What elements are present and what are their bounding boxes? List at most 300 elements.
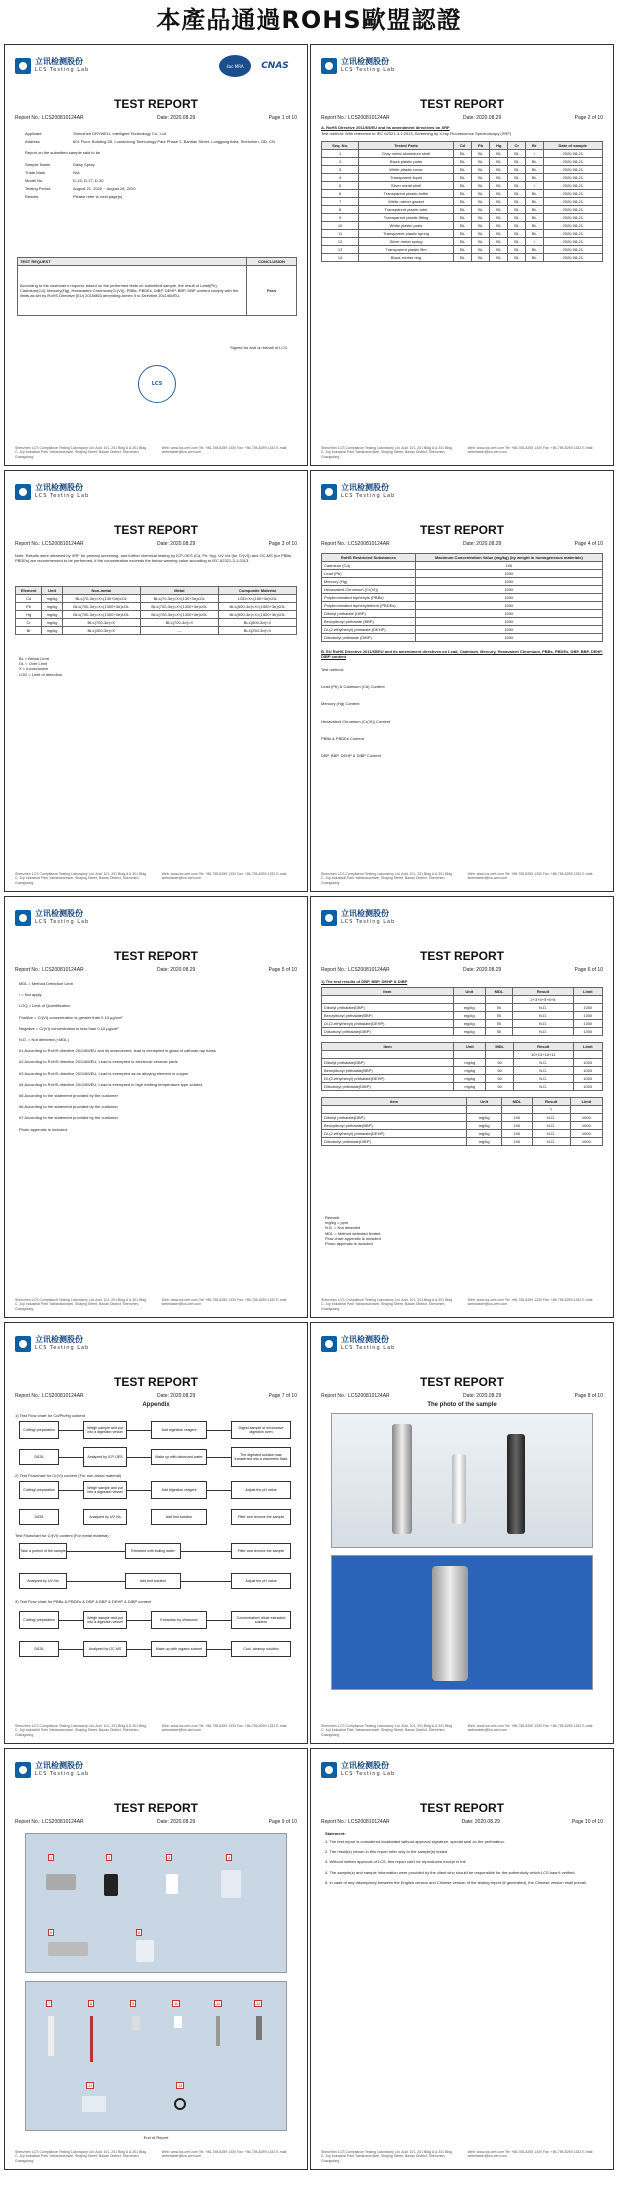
statement-item: 1. The test report is considered invalidated without approval signature, special seal on the perforation.: [325, 1839, 505, 1844]
page-footer: Shenzhen LCS Compliance Testing Laboratory Ltd. Add: 101, 201 Bldg A & 301 Bldg C, Juji Industrial Park Yabianxueziwei, Shajing Street, Baoan District, Shenzhen, Guangdong Web: www.lcs-cert.com Tel: +86-755-8259 1330 Fax: +86-755-8259 1332 E-mail: webmaster@lcs-cert.com: [321, 871, 594, 885]
table-row: [16, 611, 297, 619]
table-cell: 1000: [415, 570, 602, 578]
table-cell: BL: [490, 190, 508, 198]
statement-list: [325, 1839, 599, 1890]
flow-box: Adjust the pH value: [231, 1573, 291, 1589]
report-page-3: [4, 470, 308, 892]
table-cell: 50: [485, 1012, 513, 1020]
table-cell: BL: [508, 198, 526, 206]
table-cell: mg/kg: [42, 611, 62, 619]
flow-box: Extraction by ultrasonic: [151, 1611, 207, 1629]
parts-photo-1: [25, 1833, 287, 1973]
table-cell: BL: [508, 150, 526, 158]
report-meta: Report No.: LCS200810124AR Date: 2020.08.29 Page 6 of 10: [321, 967, 603, 973]
statement-item: 2. The result(s) shown in this report refer only to the sample(s) tested.: [325, 1849, 449, 1855]
table-cell: 2020-08-21: [543, 198, 602, 206]
table-row: [322, 1122, 603, 1130]
flow-box: The digested solution was transferred into a volumetric flask: [231, 1447, 291, 1467]
table-cell: 100: [502, 1122, 532, 1130]
table-cell: Benzylbutyl phthalate (BBP): [322, 618, 416, 626]
sample-label: 8: [90, 2001, 93, 2006]
statement-heading: Statement:: [325, 1831, 346, 1836]
table-cell: 7: [322, 198, 359, 206]
sample-label: 6: [138, 1930, 141, 1935]
table-cell: BL: [472, 246, 490, 254]
lab-logo: 立讯检测股份 LCS Testing Lab: [321, 1759, 395, 1781]
table-cell: N.D.: [513, 1012, 573, 1020]
flow-box: Weigh sample and put into a digestion vessel: [83, 1481, 127, 1499]
sample-group: 10+13+16+11: [513, 1051, 573, 1059]
table-header: Tested Parts: [359, 142, 453, 150]
part-icon: [82, 2096, 106, 2112]
table-row: [322, 570, 603, 578]
page-number: Page 1 of 10: [268, 115, 297, 121]
flow-box: Cutting/ preparation: [19, 1611, 59, 1629]
conclusion-value: Pass: [247, 266, 297, 316]
phthalate-table: [321, 1097, 603, 1146]
table-cell: 2020-08-21: [543, 230, 602, 238]
table-cell: 12: [322, 238, 359, 246]
table-cell: mg/kg: [42, 603, 62, 611]
lab-logo-icon: [321, 1762, 337, 1778]
remark-item: MDL = Method detected limited: [325, 1230, 381, 1236]
lab-logo-icon: [15, 910, 31, 926]
page-footer: Shenzhen LCS Compliance Testing Laboratory Ltd. Add: 101, 201 Bldg A & 301 Bldg C, Juji Industrial Park Yabianxueziwei, Shajing Street, Baoan District, Shenzhen, Guangdong Web: www.lcs-cert.com Tel: +86-755-8259 1330 Fax: +86-755-8259 1332 E-mail: webmaster@lcs-cert.com: [15, 1723, 288, 1737]
table-cell: BL: [472, 214, 490, 222]
note-item: #2 According to RoHS directive 2011/65/EU, Lead is exempted in electronic ceramic parts: [19, 1059, 178, 1065]
table-cell: BL: [453, 166, 471, 174]
table-cell: N.D.: [532, 1138, 570, 1146]
table-cell: BL: [472, 198, 490, 206]
report-meta: Report No.: LCS200810124AR Date: 2020.08.29 Page 8 of 10: [321, 1393, 603, 1399]
page-footer: Shenzhen LCS Compliance Testing Laboratory Ltd. Add: 101, 201 Bldg A & 301 Bldg C, Juji Industrial Park Yabianxueziwei, Shajing Street, Baoan District, Shenzhen, Guangdong Web: www.lcs-cert.com Tel: +86-755-8259 1330 Fax: +86-755-8259 1332 E-mail: webmaster@lcs-cert.com: [321, 2149, 594, 2163]
table-header: Item: [322, 1098, 467, 1106]
table-cell: 50: [485, 1020, 513, 1028]
statement-item: 5. In case of any discrepancy between the English version and Chinese version of the testing report (if generated), the Chinese version shall prevail.: [325, 1879, 587, 1885]
table-cell: Transparent plastic spring: [359, 230, 453, 238]
flow-box: Make up with organic solvent: [151, 1641, 207, 1657]
table-cell: BL: [490, 150, 508, 158]
table-cell: BL: [490, 182, 508, 190]
table-cell: mg/kg: [42, 595, 62, 603]
xrf-results-table: [321, 141, 603, 262]
table-cell: White plastic cover: [359, 166, 453, 174]
table-cell: /: [525, 150, 543, 158]
table-cell: BL: [453, 182, 471, 190]
table-cell: BL≤(500-3σ)<X<(1500+3σ)≤OL: [218, 611, 296, 619]
table-cell: BL: [453, 150, 471, 158]
table-cell: mg/kg: [453, 1020, 485, 1028]
table-row: [322, 586, 603, 594]
table-cell: BL: [453, 158, 471, 166]
table-cell: mg/kg: [467, 1130, 502, 1138]
table-header: Unit: [467, 1098, 502, 1106]
table-header: Unit: [453, 988, 485, 996]
remark-item: Flow chart appendix is included: [325, 1235, 381, 1241]
table-cell: 1000: [415, 610, 602, 618]
table-cell: 1000: [415, 634, 602, 642]
table-row: [322, 634, 603, 642]
flow-box: Analyzed by UV-Vis: [83, 1509, 127, 1525]
table-cell: BL: [508, 206, 526, 214]
table-cell: 2020-08-21: [543, 214, 602, 222]
table-cell: BL: [453, 214, 471, 222]
report-title: TEST REPORT: [419, 1801, 504, 1815]
lab-logo: 立讯检测股份 LCS Testing Lab: [15, 1333, 89, 1355]
lab-logo-icon: [15, 1762, 31, 1778]
table-cell: BL: [472, 230, 490, 238]
table-cell: Diisobutyl phthalate(DiBP): [322, 1028, 454, 1036]
part-icon: [132, 2016, 140, 2030]
flow-box: Concentration/ dilute extracted solution: [231, 1611, 291, 1629]
table-cell: BL: [508, 158, 526, 166]
table-cell: Polybrominated diphenylethers (PBDEs): [322, 602, 416, 610]
table-row: [16, 627, 297, 635]
lab-logo-icon: [321, 484, 337, 500]
table-cell: BL: [453, 238, 471, 246]
field-row: Applicant Shenzhen DRYWELL Intelligent Technology Co., Ltd: [25, 131, 166, 136]
sample-label: 13: [88, 2083, 93, 2088]
flow-box: Analyzed by UV-Vis: [19, 1573, 67, 1589]
flow-box: Filter and remove the sample: [231, 1543, 291, 1559]
part-icon: [104, 1874, 118, 1896]
table-row: [322, 158, 603, 166]
table-cell: BL≤(700-3σ)<X: [62, 619, 140, 627]
table-header: Metal: [140, 587, 218, 595]
table-cell: BL≤(700-3σ)<X<(1300+3σ)≤OL: [62, 603, 140, 611]
rohs-limit-table: [321, 553, 603, 642]
report-page-2: [310, 44, 614, 466]
note-item: Negative = Cr(VI) concentration is less than 0.10 μg/cm²: [19, 1025, 119, 1031]
page-footer: Shenzhen LCS Compliance Testing Laboratory Ltd. Add: 101, 201 Bldg A & 301 Bldg C, Juji Industrial Park Yabianxueziwei, Shajing Street, Baoan District, Shenzhen, Guangdong Web: www.lcs-cert.com Tel: +86-755-8259 1330 Fax: +86-755-8259 1332 E-mail: webmaster@lcs-cert.com: [321, 445, 594, 459]
flow-box: Analyzed by GC-MS: [83, 1641, 127, 1657]
table-cell: 2020-08-21: [543, 158, 602, 166]
table-cell: BL: [472, 254, 490, 262]
report-page-8: [310, 1322, 614, 1744]
flow-box: Cutting/ preparation: [19, 1481, 59, 1499]
table-cell: mg/kg: [454, 1059, 486, 1067]
table-row: [16, 619, 297, 627]
table-row: [322, 198, 603, 206]
table-cell: BL: [508, 238, 526, 246]
applicant-fields: [25, 131, 287, 200]
phthalate-table: [321, 1042, 603, 1091]
table-cell: Transparent liquid: [359, 174, 453, 182]
product-bottle-icon: [452, 1454, 466, 1524]
report-title: TEST REPORT: [113, 949, 198, 963]
table-cell: 6: [322, 190, 359, 198]
remark-item: N.D. = Not detected: [325, 1225, 361, 1231]
sample-label: 11: [216, 2001, 221, 2006]
table-cell: Silver metal shell: [359, 182, 453, 190]
table-cell: 1000: [573, 1012, 602, 1020]
table-header: Cr: [508, 142, 526, 150]
page-footer: Shenzhen LCS Compliance Testing Laboratory Ltd. Add: 101, 201 Bldg A & 301 Bldg C, Juji Industrial Park Yabianxueziwei, Shajing Street, Baoan District, Shenzhen, Guangdong Web: www.lcs-cert.com Tel: +86-755-8259 1330 Fax: +86-755-8259 1332 E-mail: webmaster@lcs-cert.com: [15, 445, 288, 459]
table-header: Element: [16, 587, 42, 595]
report-title: TEST REPORT: [419, 1375, 504, 1389]
table-cell: BL: [453, 246, 471, 254]
table-row: [322, 150, 603, 158]
table-cell: BL: [472, 174, 490, 182]
lab-logo: 立讯检测股份 LCS Testing Lab: [15, 1759, 89, 1781]
table-cell: 1000: [415, 618, 602, 626]
table-cell: Benzylbutyl phthalate(BBP): [322, 1122, 467, 1130]
table-cell: BL≤(500-3σ)<X: [218, 619, 296, 627]
table-cell: mg/kg: [453, 1012, 485, 1020]
lab-logo: 立讯检测股份 LCS Testing Lab: [321, 1333, 395, 1355]
table-cell: BL: [472, 206, 490, 214]
table-row: [322, 594, 603, 602]
table-cell: BL: [508, 182, 526, 190]
test-method: Test method: With reference to IEC 62321-3-1:2013, Screening by X-ray Fluorescence Spectroscopy (XRF): [321, 131, 512, 136]
method-item: DBP, BBP, DEHP & DIBP Content: [321, 753, 381, 759]
table-cell: BL: [525, 190, 543, 198]
method-item: Mercury (Hg) Content: [321, 701, 360, 707]
table-cell: BL≤(700-3σ)<X<(1300+3σ)≤OL: [140, 611, 218, 619]
table-cell: Di-(2-ethylhexyl) phthalate (DEHP): [322, 626, 416, 634]
lab-logo-icon: [15, 1336, 31, 1352]
table-cell: BL≤(70-3σ)<X<(130+3σ)≤OL: [62, 595, 140, 603]
table-cell: Transparent plastic bottle: [359, 190, 453, 198]
table-cell: 50: [486, 1075, 514, 1083]
table-header: Result: [513, 988, 573, 996]
lab-logo: 立讯检测股份 LCS Testing Lab: [321, 907, 395, 929]
table-cell: 2020-08-21: [543, 190, 602, 198]
table-cell: 1000: [415, 586, 602, 594]
remark-item: mg/kg = ppm: [325, 1220, 349, 1226]
table-cell: BL≤(500-3σ)<X<(1500+3σ)≤OL: [218, 603, 296, 611]
page-footer: Shenzhen LCS Compliance Testing Laboratory Ltd. Add: 101, 201 Bldg A & 301 Bldg C, Juji Industrial Park Yabianxueziwei, Shajing Street, Baoan District, Shenzhen, Guangdong Web: www.lcs-cert.com Tel: +86-755-8259 1330 Fax: +86-755-8259 1332 E-mail: webmaster@lcs-cert.com: [321, 1297, 594, 1311]
table-cell: 50: [486, 1059, 514, 1067]
test-methods-list: [321, 667, 603, 770]
table-cell: BL: [472, 190, 490, 198]
part-icon: [216, 2016, 220, 2046]
table-cell: Transparent plastic film: [359, 246, 453, 254]
table-cell: /: [525, 182, 543, 190]
table-header: Cd: [453, 142, 471, 150]
table-row: [322, 190, 603, 198]
legend-item: LOD = Limit of detection: [19, 671, 63, 677]
table-header: Pb: [472, 142, 490, 150]
table-cell: BL: [490, 158, 508, 166]
table-cell: N.D.: [532, 1114, 570, 1122]
table-cell: Dibutyl phthalate(DBP): [322, 1114, 467, 1122]
table-cell: mg/kg: [454, 1075, 486, 1083]
product-bottle-icon: [432, 1566, 468, 1681]
lab-logo: 立讯检测股份 LCS Testing Lab: [15, 907, 89, 929]
table-row: [322, 1012, 603, 1020]
page-footer: Shenzhen LCS Compliance Testing Laboratory Ltd. Add: 101, 201 Bldg A & 301 Bldg C, Juji Industrial Park Yabianxueziwei, Shajing Street, Baoan District, Shenzhen, Guangdong Web: www.lcs-cert.com Tel: +86-755-8259 1330 Fax: +86-755-8259 1332 E-mail: webmaster@lcs-cert.com: [321, 1723, 594, 1737]
note-text: Note: Results were obtained by XRF for primary screening, and further chemical testing by ICP-OES (Cd, Pb, Hg), UV-Vis (for Cr(VI)) and GC-MS (for PBBs, PBDEs) are recommended to be performed, if the concentration exceeds the below warning value according to IEC 62321-3-1:2013.: [15, 553, 293, 564]
table-cell: 2020-08-21: [543, 246, 602, 254]
table-cell: 2020-08-21: [543, 182, 602, 190]
page-footer: Shenzhen LCS Compliance Testing Laboratory Ltd. Add: 101, 201 Bldg A & 301 Bldg C, Juji Industrial Park Yabianxueziwei, Shajing Street, Baoan District, Shenzhen, Guangdong Web: www.lcs-cert.com Tel: +86-755-8259 1330 Fax: +86-755-8259 1332 E-mail: webmaster@lcs-cert.com: [15, 2149, 288, 2163]
part-icon: [46, 1874, 76, 1890]
sample-label: 9: [132, 2001, 135, 2006]
flow-box: Weigh sample and put into a digestion vessel: [83, 1611, 127, 1629]
table-row: [322, 578, 603, 586]
table-cell: White plastic parts: [359, 222, 453, 230]
report-number: Report No.: LCS200810124AR: [15, 115, 84, 121]
table-cell: 1000: [415, 578, 602, 586]
table-row: [16, 595, 297, 603]
table-cell: Cd: [16, 595, 42, 603]
legend-list: [19, 656, 62, 677]
part-icon: [166, 1874, 178, 1894]
table-cell: 50: [486, 1067, 514, 1075]
table-cell: N.D.: [513, 1004, 573, 1012]
table-row: [322, 174, 603, 182]
table-row: [322, 602, 603, 610]
report-meta: Report No.: LCS200810124AR Date: 2020.08.29 Page 4 of 10: [321, 541, 603, 547]
report-meta: Report No.: LCS200810124AR Date: 2020.08.29 Page 9 of 10: [15, 1819, 297, 1825]
flow-box: DATA: [19, 1641, 59, 1657]
sample-group: 7: [532, 1106, 570, 1114]
table-cell: Br: [16, 627, 42, 635]
legend-item: X = Inconclusive: [19, 666, 49, 672]
report-page-4: [310, 470, 614, 892]
table-cell: 50: [486, 1083, 514, 1091]
flow-box: Digest sample of microwave digestion oven: [231, 1421, 291, 1439]
part-icon: [174, 2016, 182, 2028]
table-cell: Black plastic parts: [359, 158, 453, 166]
flow-box: Filter and remove the sample: [231, 1509, 291, 1525]
lab-name: 立讯检测股份: [35, 57, 83, 66]
table-cell: mg/kg: [454, 1067, 486, 1075]
table-cell: 2020-08-21: [543, 206, 602, 214]
method-item: Lead (Pb) & Cadmium (Cd) Content: [321, 684, 385, 690]
note-item: LOQ = Limit of Quantification: [19, 1003, 71, 1009]
table-cell: 100: [502, 1138, 532, 1146]
flow-box: Cool, cleanup solution: [231, 1641, 291, 1657]
report-meta: Report No.: LCS200810124AR Date: 2020.08.29 Page 3 of 10: [15, 541, 297, 547]
note-item: #1 According to RoHS directive 2011/65/EU and its amendment, lead is exempted in glass of cathode ray tubes: [19, 1048, 216, 1054]
method-item: Hexavalent Chromium (Cr(VI)) Content: [321, 718, 391, 724]
section-heading: B. EU RoHS Directive 2011/65/EU and its amendment directives on Lead, Cadmium, Mercury, Hexavalent Chromium, PBBs, PBDEs, DBP, BBP, DEHP, DIBP content: [321, 649, 603, 660]
table-cell: BL: [525, 214, 543, 222]
table-cell: BL: [508, 174, 526, 182]
table-cell: BL≤(250-3σ)<X: [218, 627, 296, 635]
table-cell: BL: [453, 222, 471, 230]
table-row: [16, 603, 297, 611]
phthalate-tables: [321, 987, 603, 1152]
flow-box: Add digestion reagent: [151, 1481, 207, 1499]
table-cell: 50: [485, 1004, 513, 1012]
table-cell: BL: [525, 254, 543, 262]
table-header: Item: [322, 1043, 454, 1051]
table-cell: /: [525, 238, 543, 246]
part-icon: [48, 1942, 88, 1956]
table-cell: BL: [490, 238, 508, 246]
table-cell: Pb: [16, 603, 42, 611]
legend-item: OL = Over Limit: [19, 661, 47, 667]
banner-title: 本產品通過ROHS歐盟認證: [156, 6, 462, 34]
report-title: TEST REPORT: [113, 523, 198, 537]
lab-logo-icon: [15, 58, 31, 74]
table-header: Unit: [42, 587, 62, 595]
table-cell: BL: [525, 174, 543, 182]
sample-label: 2: [108, 1855, 111, 1860]
note-item: #6 According to the statement provided by the customer: [19, 1104, 118, 1110]
table-cell: mg/kg: [453, 1004, 485, 1012]
table-row: [322, 1004, 603, 1012]
table-cell: mg/kg: [42, 619, 62, 627]
table-cell: 1000: [570, 1114, 602, 1122]
table-cell: Di-(2-ethylhexyl) phthalate(DEHP): [322, 1020, 454, 1028]
test-request-table: [17, 257, 297, 316]
table-cell: 14: [322, 254, 359, 262]
remarks-list: [325, 1215, 381, 1246]
table-row: [322, 618, 603, 626]
flow-box: Weigh sample and put into a digestion vessel: [83, 1421, 127, 1439]
table-cell: BL: [490, 222, 508, 230]
lab-logo: 立讯检测股份 LCS Testing Lab: [15, 481, 89, 503]
report-meta: Report No.: LCS200810124AR Date: 2020.08.29 Page 5 of 10: [15, 967, 297, 973]
table-cell: ---: [140, 627, 218, 635]
table-cell: 1000: [573, 1075, 602, 1083]
table-cell: N.D.: [532, 1122, 570, 1130]
sample-label: 1: [50, 1855, 53, 1860]
table-cell: White rubber gasket: [359, 198, 453, 206]
table-cell: BL: [508, 230, 526, 238]
table-header: MDL: [485, 988, 513, 996]
table-cell: 1000: [415, 626, 602, 634]
table-cell: Di-(2-ethylhexyl) phthalate(DEHP): [322, 1075, 454, 1083]
table-cell: 1000: [570, 1122, 602, 1130]
field-row: Model No. D-15, D-17, D-30: [25, 178, 104, 184]
table-header: Composite Material: [218, 587, 296, 595]
flow-box: Add test solution: [151, 1509, 207, 1525]
table-cell: N.D.: [513, 1067, 573, 1075]
table-cell: BL: [508, 214, 526, 222]
table-row: [322, 610, 603, 618]
table-cell: 2020-08-21: [543, 222, 602, 230]
table-cell: 1000: [573, 1083, 602, 1091]
report-title: TEST REPORT: [113, 97, 198, 111]
method-item: Test method:: [321, 667, 344, 672]
table-cell: 2020-08-21: [543, 150, 602, 158]
sample-label: 7: [48, 2001, 51, 2006]
table-cell: 8: [322, 206, 359, 214]
table-cell: BL≤(700-3σ)<X: [140, 619, 218, 627]
table-cell: mg/kg: [467, 1114, 502, 1122]
table-header: Maximum Concentration Value (mg/kg) (by weight in homogeneous materials): [415, 554, 602, 562]
table-cell: BL: [508, 254, 526, 262]
report-meta: Report No.: LCS200810124AR Date: 2020.08.29 Page 7 of 10: [15, 1393, 297, 1399]
table-cell: 1000: [573, 1067, 602, 1075]
table-cell: BL: [525, 206, 543, 214]
table-cell: BL: [453, 254, 471, 262]
sample-label: 4: [228, 1855, 231, 1860]
report-title: TEST REPORT: [419, 97, 504, 111]
phthalate-table: [321, 987, 603, 1036]
table-cell: 1000: [573, 1059, 602, 1067]
statement-item: 3. Without written approval of LCS, this report can't be reproduced except in full.: [325, 1859, 467, 1865]
report-page-1: [4, 44, 308, 466]
table-row: [322, 166, 603, 174]
table-cell: mg/kg: [467, 1138, 502, 1146]
table-cell: Dibutyl phthalate(DBP): [322, 1004, 454, 1012]
flow-box: Analyzed by ICP-OES: [83, 1447, 127, 1467]
sample-label: 12: [256, 2001, 261, 2006]
table-cell: N.D.: [513, 1028, 573, 1036]
report-page-9: [4, 1748, 308, 2170]
table-header: Hg: [490, 142, 508, 150]
table-cell: 1000: [573, 1020, 602, 1028]
note-item: Positive = Cr(VI) concentration is greater than 0.13 μg/cm²: [19, 1014, 123, 1020]
table-cell: 10: [322, 222, 359, 230]
test-request-text: According to the customer's request, based on the performed tests on submitted sample, the result of Lead(Pb), Cadmium(Cd), Mercury(Hg), Hexavalent Chromium(Cr(VI)), PBBs, PBDEs, DiBP, DEHP, BBP, DBP content comply with the limits as set by RoHS Directive (EU) 2015/863 amending Annex II to Directive 2011/65/EU.: [18, 266, 247, 316]
